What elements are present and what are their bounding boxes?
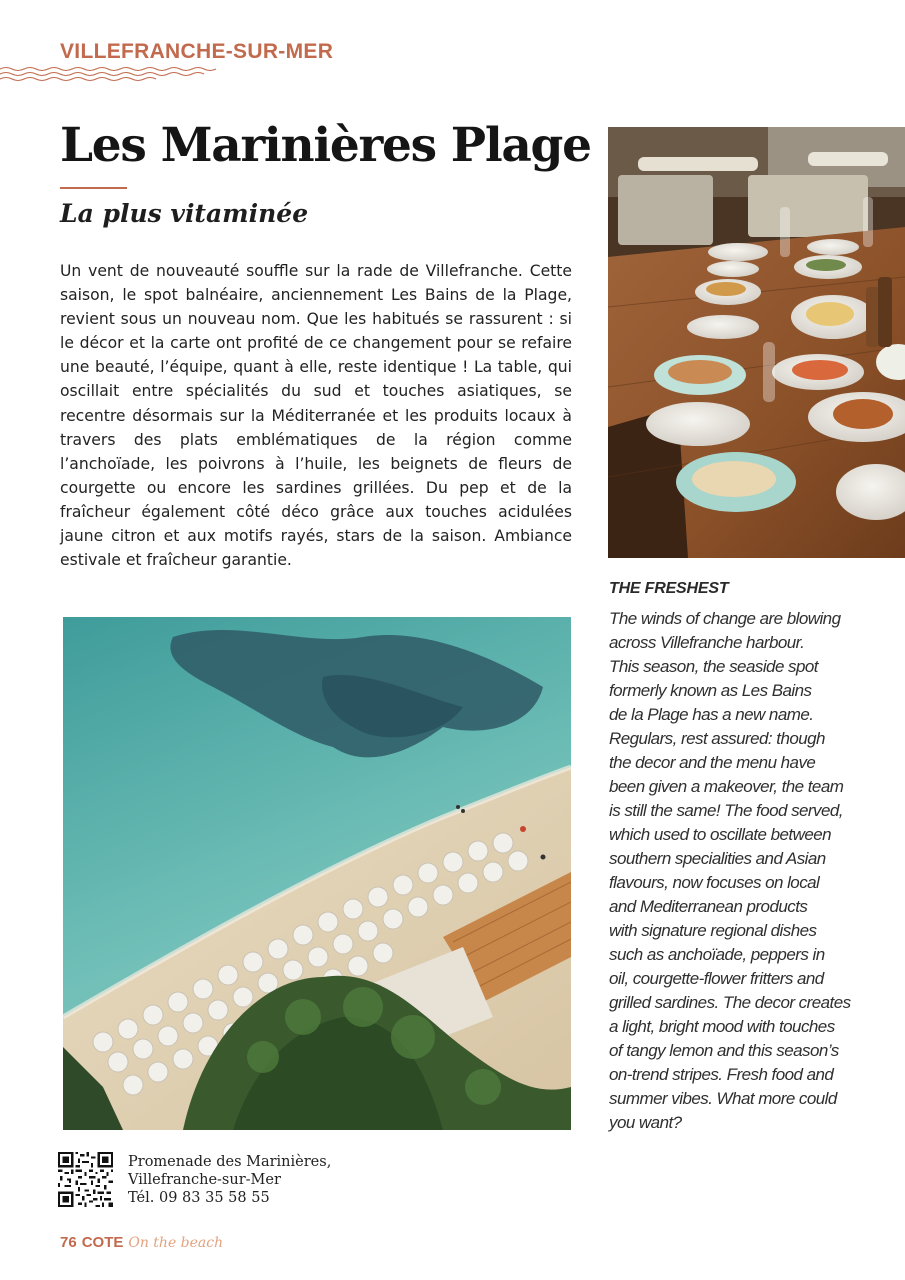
decorative-waves bbox=[0, 66, 220, 82]
caption-line: across Villefranche harbour. bbox=[609, 633, 805, 652]
caption-line: the decor and the menu have bbox=[609, 753, 816, 772]
caption-body bbox=[609, 607, 905, 1135]
caption-line: you want? bbox=[609, 1113, 682, 1132]
caption-line: such as anchoïade, peppers in bbox=[609, 945, 825, 964]
caption-line: grilled sardines. The decor creates bbox=[609, 993, 851, 1012]
caption-line: This season, the seaside spot bbox=[609, 657, 818, 676]
caption-line: of tangy lemon and this season’s bbox=[609, 1041, 839, 1060]
caption-heading: THE FRESHEST bbox=[609, 580, 729, 597]
article-title: Les Marinières Plage bbox=[60, 118, 591, 173]
caption-line: Regulars, rest assured: though bbox=[609, 729, 825, 748]
qr-code-icon[interactable] bbox=[58, 1152, 113, 1207]
restaurant-table-photo bbox=[608, 127, 905, 558]
caption-line: a light, bright mood with touches bbox=[609, 1017, 835, 1036]
address-line: Promenade des Marinières, bbox=[128, 1154, 332, 1170]
caption-line: with signature regional dishes bbox=[609, 921, 817, 940]
title-divider bbox=[60, 187, 127, 189]
beach-aerial-photo bbox=[63, 617, 571, 1130]
address-line: Villefranche-sur-Mer bbox=[128, 1172, 281, 1188]
caption-line: summer vibes. What more could bbox=[609, 1089, 837, 1108]
magazine-name: COTE bbox=[81, 1234, 124, 1251]
page-footer bbox=[60, 1234, 223, 1251]
phone-number: Tél. 09 83 35 58 55 bbox=[128, 1190, 270, 1206]
caption-line: been given a makeover, the team bbox=[609, 777, 844, 796]
caption-line: and Mediterranean products bbox=[609, 897, 808, 916]
caption-line: formerly known as Les Bains bbox=[609, 681, 812, 700]
article-subtitle: La plus vitaminée bbox=[60, 199, 309, 228]
caption-line: which used to oscillate between bbox=[609, 825, 832, 844]
magazine-section: On the beach bbox=[128, 1235, 224, 1251]
page-number: 76 bbox=[60, 1234, 77, 1251]
caption-line: flavours, now focuses on local bbox=[609, 873, 820, 892]
caption-line: is still the same! The food served, bbox=[609, 801, 843, 820]
caption-line: The winds of change are blowing bbox=[609, 609, 841, 628]
article-body: Un vent de nouveauté souffle sur la rade de Villefranche. Cette saison, le spot balnéaire, anciennement Les Bains de la Plage, revient sous un nouveau nom. Que les habitués se rassurent : si le décor et la carte ont profité de ce changement pour se refaire une beauté, l’équipe, quant à elle, reste identique ! La table, qui oscillait entre spécialités du sud et touches asiatiques, se recentre désormais sur la Méditerranée et les produits locaux à travers des plats emblématiques de la région comme l’anchoïade, les poivrons à l’huile, les beignets de fleurs de courgette ou encore les sardines grillées. Du pep et de la fraîcheur également côté déco grâce aux touches acidulées jaune citron et aux motifs rayés, stars de la saison. Ambiance estivale et fraîcheur garantie. bbox=[60, 262, 572, 570]
caption-line: southern specialities and Asian bbox=[609, 849, 826, 868]
caption-line: de la Plage has a new name. bbox=[609, 705, 814, 724]
caption-line: on-trend stripes. Fresh food and bbox=[609, 1065, 834, 1084]
caption-line: oil, courgette-flower fritters and bbox=[609, 969, 824, 988]
section-label: VILLEFRANCHE-SUR-MER bbox=[60, 40, 334, 63]
contact-address bbox=[128, 1153, 331, 1207]
